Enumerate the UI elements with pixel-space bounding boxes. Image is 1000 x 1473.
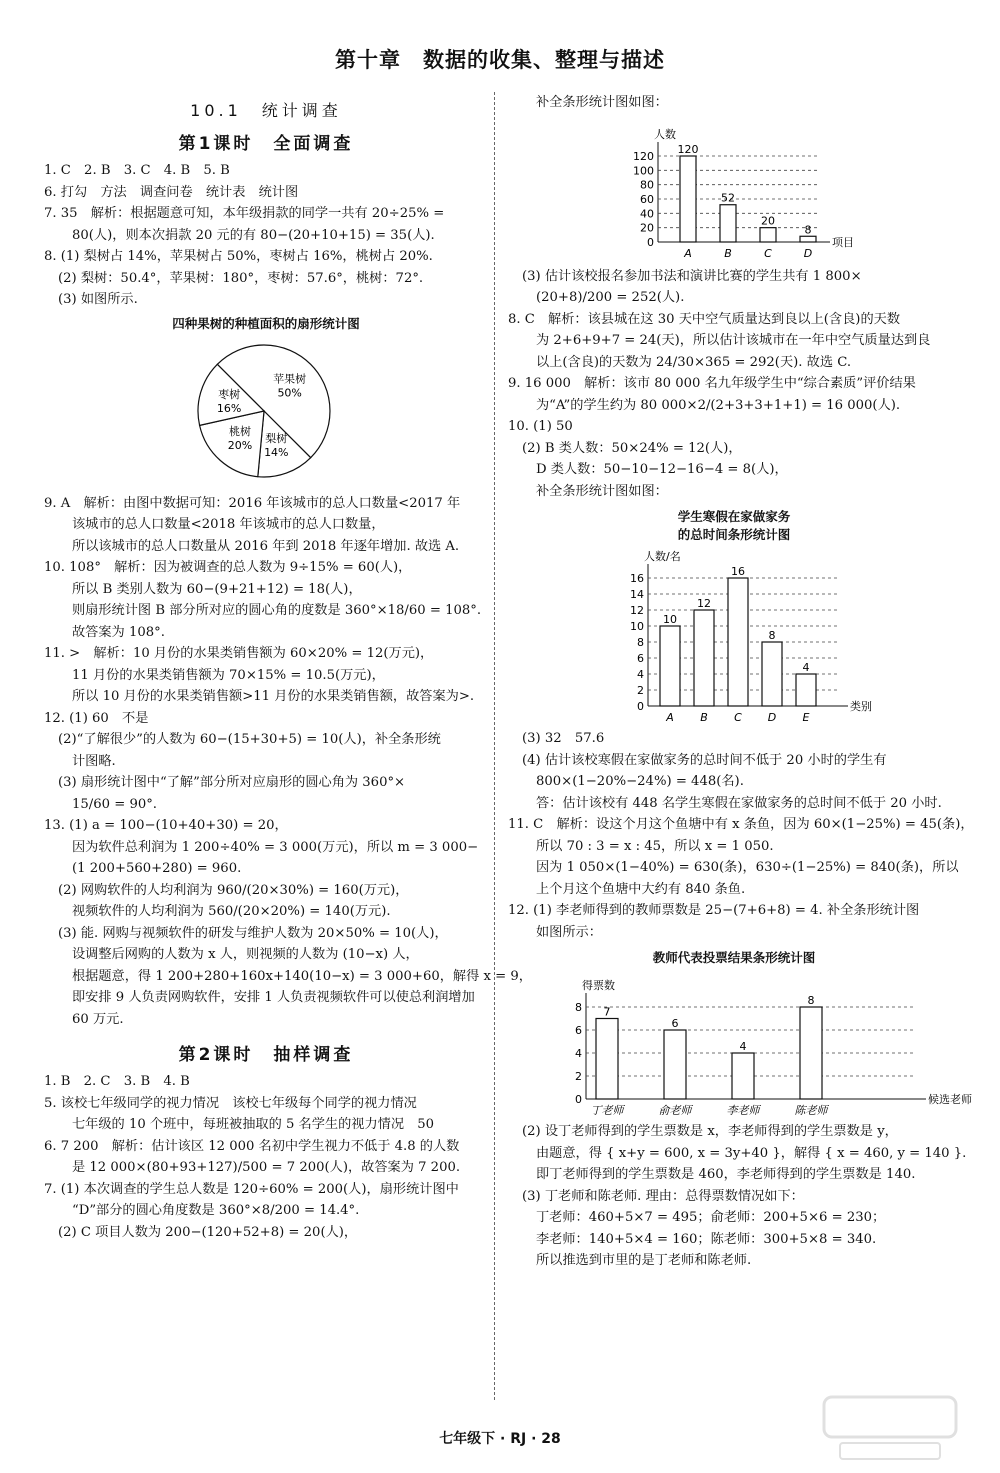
answer-line: 6. 打勾 方法 调查问卷 统计表 统计图 <box>44 184 299 200</box>
answer-line: (20+8)/200 = 252(人). <box>536 290 685 305</box>
bar-chart-votes-title: 教师代表投票结果条形统计图 <box>652 950 816 965</box>
bar-value-label: 120 <box>677 142 699 156</box>
answers-block <box>508 266 960 503</box>
y-tick-label: 8 <box>637 636 644 649</box>
bar <box>596 1019 618 1100</box>
answer-line: 1. C 2. B 3. C 4. B 5. B <box>44 163 230 178</box>
answer-line: 7. (1) 本次调查的学生总人数是 120÷60% = 200(人)，扇形统计图中 <box>44 1181 459 1197</box>
bar-value-label: 20 <box>761 214 775 228</box>
column-divider <box>494 92 495 1400</box>
answer-line: (2)“了解很少”的人数为 60−(15+30+5) = 10(人)，补全条形统 <box>58 732 441 747</box>
lesson1-title: 第1课时 全面调查 <box>178 134 354 154</box>
bar <box>720 204 736 241</box>
answer-line: 8. C 解析：该县城在这 30 天中空气质量达到良以上(含良)的天数 <box>508 311 901 327</box>
bar <box>732 1053 754 1099</box>
bar-value-label: 8 <box>768 629 776 642</box>
bar-value-label: 10 <box>663 613 677 626</box>
bar-value-label: 8 <box>807 994 815 1007</box>
answer-line: 上个月这个鱼塘中大约有 840 条鱼. <box>536 881 746 897</box>
answer-line: 视频软件的人均利润为 560/(20×20%) = 140(万元). <box>72 904 391 919</box>
bar-value-label: 52 <box>721 191 735 205</box>
x-axis-label: 项目 <box>832 235 854 249</box>
y-tick-label: 120 <box>633 149 654 163</box>
y-tick-label: 4 <box>637 668 644 681</box>
watermark-logo <box>820 1393 960 1463</box>
bar-value-label: 4 <box>739 1040 747 1053</box>
answer-line: 11. C 解析：设这个月这个鱼塘中有 x 条鱼，因为 60×(1−25%) = 45(条)， <box>508 817 974 832</box>
answers-block <box>508 92 960 114</box>
chapter-title: 第十章 数据的收集、整理与描述 <box>335 48 665 72</box>
x-tick-label: A <box>684 246 692 260</box>
answer-line: “D”部分的圆心角度数是 360°×8/200 = 14.4°. <box>72 1203 360 1218</box>
y-tick-label: 20 <box>640 221 654 235</box>
pie-slice-value: 20% <box>227 438 253 452</box>
pie-slice-label: 梨树 <box>265 431 288 445</box>
answer-line: 因为软件总利润为 1 200÷40% = 3 000(万元)，所以 m = 3 000− <box>72 839 479 855</box>
section-title: 10.1 统计调查 <box>190 101 342 120</box>
answer-line: 12. (1) 李老师得到的教师票数是 25−(7+6+8) = 4. 补全条形统计图 <box>508 903 920 918</box>
x-tick-label: D <box>803 246 813 260</box>
bar-value-label: 16 <box>731 565 745 578</box>
x-tick-label: B <box>724 246 732 260</box>
answer-line: (3) 能. 网购与视频软件的研发与维护人数为 20×50% = 10(人)， <box>58 925 448 941</box>
answer-line: 如图所示： <box>536 924 602 940</box>
right-column <box>508 92 974 1272</box>
bar <box>800 236 816 242</box>
answer-line: 1. B 2. C 3. B 4. B <box>44 1074 190 1089</box>
answer-line: 800×(1−20%−24%) = 448(名). <box>536 774 744 789</box>
answer-line: (3) 32 57.6 <box>522 731 605 746</box>
y-tick-label: 8 <box>575 1001 582 1014</box>
bar-chart-housework-title <box>508 508 960 544</box>
left-column <box>44 92 532 1243</box>
x-tick-label: C <box>734 711 742 724</box>
y-tick-label: 0 <box>647 235 654 249</box>
answer-line: (3) 如图所示. <box>58 292 138 307</box>
answer-line: 李老师：140+5×4 = 160；陈老师：300+5×8 = 340. <box>536 1231 877 1247</box>
bar-chart-housework-title-line1: 学生寒假在家做家务 <box>677 509 791 524</box>
pie-chart <box>44 333 488 489</box>
y-tick-label: 12 <box>630 604 644 617</box>
y-tick-label: 6 <box>575 1024 582 1037</box>
answer-line: 8. (1) 梨树占 14%，苹果树占 50%，枣树占 16%，桃树占 20%. <box>44 249 433 264</box>
answer-line: 即安排 9 人负责网购软件，安排 1 人负责视频软件可以使总利润增加 <box>72 990 475 1005</box>
answer-line: 7. 35 解析：根据题意可知，本年级捐款的同学一共有 20÷25% = <box>44 206 445 221</box>
answer-line: (2) 梨树：50.4°，苹果树：180°，枣树：57.6°，桃树：72°. <box>58 270 424 286</box>
answer-line: (4) 估计该校寒假在家做家务的总时间不低于 20 小时的学生有 <box>522 752 887 768</box>
y-tick-label: 14 <box>630 588 644 601</box>
answer-line: 所以 70 : 3 = x : 45，所以 x = 1 050. <box>536 838 774 854</box>
answer-line: 所以 B 类别人数为 60−(9+21+12) = 18(人)， <box>72 581 362 597</box>
answer-line: (1 200+560+280) = 960. <box>72 861 242 876</box>
pie-slice-label: 桃树 <box>228 424 251 438</box>
answer-line: 10. (1) 50 <box>508 419 573 434</box>
answer-line: (3) 估计该校报名参加书法和演讲比赛的学生共有 1 800× <box>522 268 862 284</box>
pie-slice-label: 苹果树 <box>273 371 307 385</box>
answer-line: 所以该城市的总人口数量从 2016 年到 2018 年逐年增加. 故选 A. <box>72 538 460 554</box>
answer-line: 则扇形统计图 B 部分所对应的圆心角的度数是 360°×18/60 = 108°. <box>72 603 482 618</box>
x-tick-label: D <box>767 711 777 724</box>
y-tick-label: 0 <box>637 700 644 713</box>
answer-line: 设调整后网购的人数为 x 人，则视频的人数为 (10−x) 人， <box>72 947 419 962</box>
answer-line: (2) 网购软件的人均利润为 960/(20×30%) = 160(万元)， <box>58 882 409 898</box>
bar-chart-housework <box>508 544 960 724</box>
bar-value-label: 4 <box>802 661 810 674</box>
answers-block <box>44 1071 488 1243</box>
pie-slice-value: 50% <box>277 385 302 399</box>
y-tick-label: 6 <box>637 652 644 665</box>
answer-line: (3) 丁老师和陈老师. 理由：总得票数情况如下： <box>522 1188 804 1204</box>
answer-line: 补全条形统计图如图： <box>536 483 668 499</box>
x-tick-label: 李老师 <box>726 1104 760 1117</box>
page-footer: 七年级下 · RJ · 28 <box>439 1431 561 1447</box>
bar <box>796 674 816 706</box>
y-tick-label: 60 <box>640 192 654 206</box>
answers-block <box>44 493 532 1031</box>
x-axis-label: 类别 <box>850 700 872 713</box>
answer-line: 10. 108° 解析：因为被调查的总人数为 9÷15% = 60(人)， <box>44 560 412 575</box>
y-tick-label: 2 <box>575 1070 582 1083</box>
y-tick-label: 4 <box>575 1047 582 1060</box>
x-tick-label: B <box>700 711 708 724</box>
x-tick-label: 俞老师 <box>658 1104 692 1117</box>
y-tick-label: 40 <box>640 206 654 220</box>
bar-value-label: 7 <box>603 1005 611 1019</box>
answer-line: 所以推选到市里的是丁老师和陈老师. <box>536 1253 752 1268</box>
x-axis-label: 候选老师 <box>928 1093 972 1106</box>
answer-line: 15/60 = 90°. <box>72 796 158 812</box>
answer-line: 计图略. <box>72 753 116 769</box>
x-tick-label: E <box>802 711 810 724</box>
x-tick-label: C <box>764 246 772 260</box>
bar <box>664 1030 686 1099</box>
answer-line: 6. 7 200 解析：估计该区 12 000 名初中学生视力不低于 4.8 的人数 <box>44 1138 460 1154</box>
answer-line: 丁老师：460+5×7 = 495；俞老师：200+5×6 = 230； <box>536 1210 886 1225</box>
y-tick-label: 2 <box>637 684 644 697</box>
answer-line: 11 月份的水果类销售额为 70×15% = 10.5(万元)， <box>72 667 385 683</box>
answer-line: (2) 设丁老师得到的学生票数是 x，李老师得到的学生票数是 y， <box>522 1124 898 1139</box>
bar-chart-housework-title-line2: 的总时间条形统计图 <box>677 527 791 542</box>
pie-slice-value: 14% <box>264 445 289 459</box>
answer-line: 该城市的总人口数量<2018 年该城市的总人口数量， <box>72 517 385 532</box>
answer-line: 80(人)，则本次捐款 20 元的有 80−(20+10+15) = 35(人). <box>72 227 435 243</box>
answer-line: 七年级的 10 个班中，每班被抽取的 5 名学生的视力情况 50 <box>72 1117 435 1132</box>
bar-value-label: 8 <box>804 222 812 236</box>
answer-line: 5. 该校七年级同学的视力情况 该校七年级每个同学的视力情况 <box>44 1095 417 1111</box>
bar <box>800 1007 822 1099</box>
answer-line: 因为 1 050×(1−40%) = 630(条)，630÷(1−25%) = 840(条)，所以 <box>536 860 959 875</box>
bar <box>694 610 714 706</box>
answer-line: 为“A”的学生约为 80 000×2/(2+3+3+1+1) = 16 000(人). <box>536 397 901 413</box>
answer-line: (2) C 项目人数为 200−(120+52+8) = 20(人)， <box>58 1224 358 1240</box>
answer-line: 为 2+6+9+7 = 24(天)，所以估计该城市在一年中空气质量达到良 <box>536 333 931 348</box>
x-tick-label: 丁老师 <box>590 1104 624 1117</box>
answer-line: 根据题意，得 1 200+280+160x+140(10−x) = 3 000+60，解得 x = 9， <box>72 968 532 984</box>
y-tick-label: 16 <box>630 572 644 585</box>
bar <box>660 626 680 706</box>
bar <box>680 156 696 242</box>
pie-slice-value: 16% <box>216 401 242 415</box>
bar-chart-votes <box>508 967 972 1117</box>
answer-line: 由题意，得 { x+y = 600, x = 3y+40 }，解得 { x = 460, y = 140 }. <box>536 1145 967 1161</box>
bar <box>760 227 776 241</box>
answer-line: 是 12 000×(80+93+127)/500 = 7 200(人)，故答案为 7 200. <box>72 1160 461 1175</box>
answer-line: 12. (1) 60 不是 <box>44 710 149 726</box>
bar <box>762 642 782 706</box>
bar-value-label: 12 <box>697 597 711 610</box>
answers-block <box>508 728 974 943</box>
answer-line: 11. > 解析：10 月份的水果类销售额为 60×20% = 12(万元)， <box>44 646 434 661</box>
answer-line: (2) B 类人数：50×24% = 12(人)， <box>522 440 742 456</box>
answer-line: 13. (1) a = 100−(10+40+30) = 20， <box>44 818 288 833</box>
answer-line: 60 万元. <box>72 1011 124 1027</box>
y-tick-label: 80 <box>640 178 654 192</box>
y-axis-label: 人数/名 <box>644 550 681 563</box>
bar-value-label: 6 <box>671 1017 679 1030</box>
y-axis-label: 人数 <box>654 127 676 141</box>
bar-chart-items <box>508 114 960 262</box>
pie-slice-label: 枣树 <box>218 387 241 401</box>
x-tick-label: 陈老师 <box>794 1104 828 1117</box>
lesson2-title: 第2课时 抽样调查 <box>178 1045 354 1065</box>
y-axis-label: 得票数 <box>582 979 615 992</box>
y-tick-label: 100 <box>633 163 654 177</box>
x-tick-label: A <box>666 711 674 724</box>
answer-line: 所以 10 月份的水果类销售额>11 月份的水果类销售额，故答案为>. <box>72 689 475 704</box>
answer-line: 以上(含良)的天数为 24/30×365 = 292(天). 故选 C. <box>536 354 852 370</box>
answer-line: 即丁老师得到的学生票数是 460，李老师得到的学生票数是 140. <box>536 1167 916 1182</box>
pie-chart-title: 四种果树的种植面积的扇形统计图 <box>172 315 360 331</box>
answer-line: 答：估计该校有 448 名学生寒假在家做家务的总时间不低于 20 小时. <box>536 795 942 811</box>
answers-block <box>508 1121 967 1272</box>
answers-block <box>44 160 488 311</box>
answer-line: (3) 扇形统计图中“了解”部分所对应扇形的圆心角为 360°× <box>58 775 406 790</box>
answer-line: D 类人数：50−10−12−16−4 = 8(人)， <box>536 462 788 477</box>
answer-line: 9. 16 000 解析：该市 80 000 名九年级学生中“综合素质”评价结果 <box>508 376 916 391</box>
answer-line: 故答案为 108°. <box>72 624 165 640</box>
answer-line: 补全条形统计图如图： <box>536 95 668 110</box>
y-tick-label: 10 <box>630 620 644 633</box>
answer-line: 9. A 解析：由图中数据可知：2016 年该城市的总人口数量<2017 年 <box>44 495 461 511</box>
bar <box>728 578 748 706</box>
y-tick-label: 0 <box>575 1093 582 1106</box>
